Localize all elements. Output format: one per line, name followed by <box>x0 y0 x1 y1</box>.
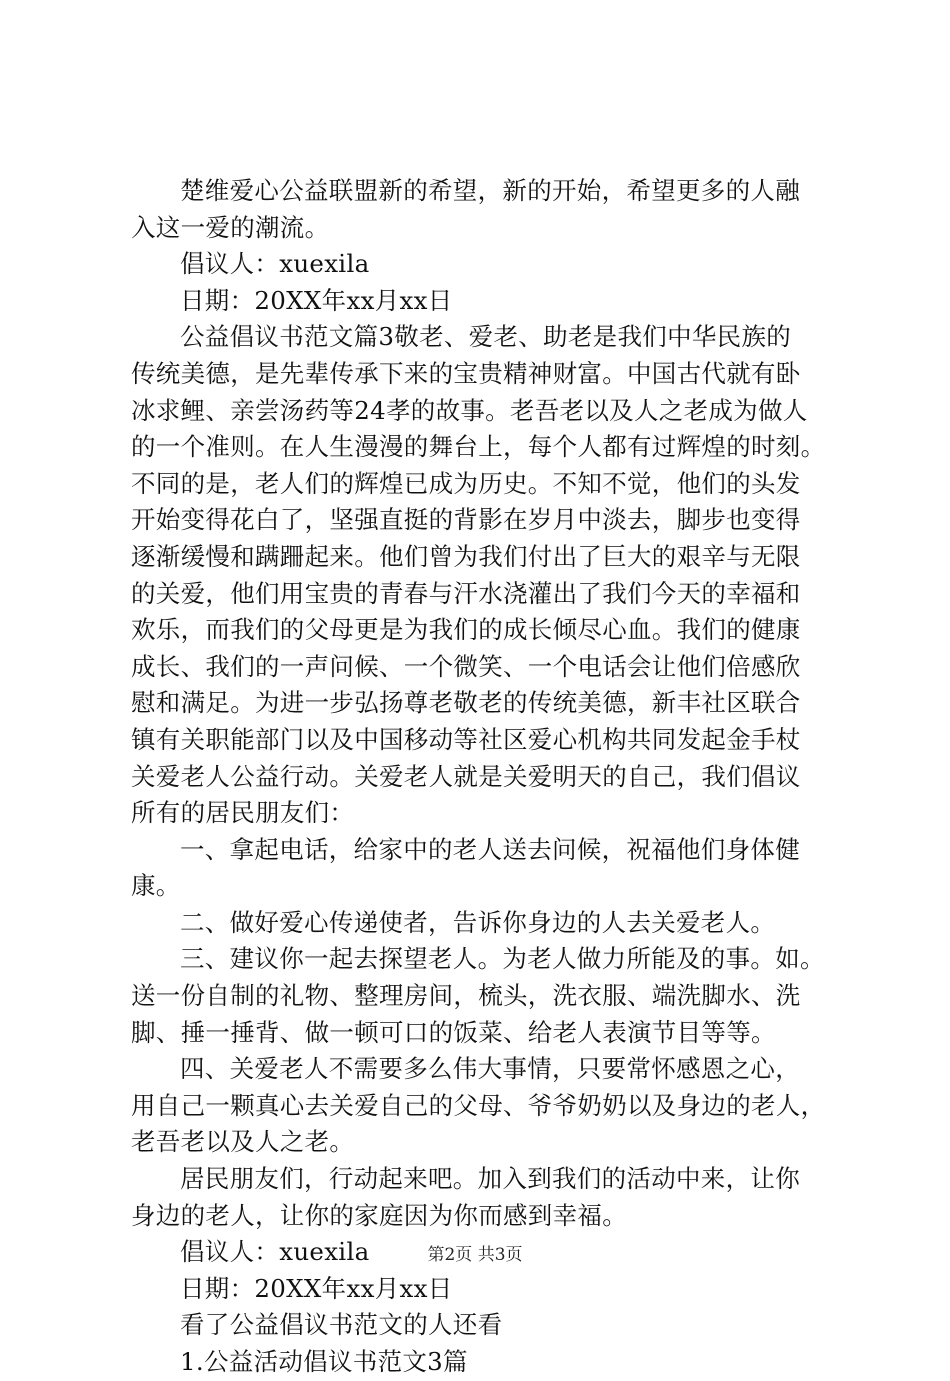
text-line: 倡议人：xuexila <box>180 1237 370 1267</box>
text-line: 关爱老人公益行动。关爱老人就是关爱明天的自己，我们倡议 <box>131 761 801 791</box>
page-footer: 第2页 共3页 <box>427 1245 523 1265</box>
text-line: 倡议人：xuexila <box>180 249 370 279</box>
document-body <box>131 173 835 1381</box>
text-line: 送一份自制的礼物、整理房间，梳头，洗衣服、端洗脚水、洗 <box>131 981 801 1011</box>
text-line: 传统美德，是先辈传承下来的宝贵精神财富。中国古代就有卧 <box>131 358 801 388</box>
text-line: 慰和满足。为进一步弘扬尊老敬老的传统美德，新丰社区联合 <box>131 688 801 718</box>
text-line: 不同的是，老人们的辉煌已成为历史。不知不觉，他们的头发 <box>131 468 801 498</box>
text-line: 1.公益活动倡议书范文3篇 <box>180 1347 468 1376</box>
text-line: 日期：20XX年xx月xx日 <box>180 1273 453 1303</box>
text-line: 身边的老人，让你的家庭因为你而感到幸福。 <box>131 1200 627 1230</box>
text-line: 一、拿起电话，给家中的老人送去问候，祝福他们身体健 <box>180 834 800 864</box>
text-line: 逐渐缓慢和蹒跚起来。他们曾为我们付出了巨大的艰辛与无限 <box>131 541 801 571</box>
text-line: 看了公益倡议书范文的人还看 <box>180 1310 503 1340</box>
text-line: 所有的居民朋友们： <box>131 798 355 828</box>
text-line: 二、做好爱心传递使者，告诉你身边的人去关爱老人。 <box>180 907 776 937</box>
text-line: 公益倡议书范文篇3敬老、爱老、助老是我们中华民族的 <box>180 322 792 352</box>
text-line: 欢乐，而我们的父母更是为我们的成长倾尽心血。我们的健康 <box>131 615 801 645</box>
text-line: 居民朋友们，行动起来吧。加入到我们的活动中来，让你 <box>180 1164 800 1194</box>
text-line: 老吾老以及人之老。 <box>131 1127 355 1157</box>
text-line: 的一个准则。在人生漫漫的舞台上，每个人都有过辉煌的时刻。 <box>131 432 826 462</box>
text-line: 康。 <box>131 871 181 901</box>
text-line: 开始变得花白了，坚强直挺的背影在岁月中淡去，脚步也变得 <box>131 505 801 535</box>
text-line: 四、关爱老人不需要多么伟大事情，只要常怀感恩之心， <box>180 1054 800 1084</box>
text-line: 日期：20XX年xx月xx日 <box>180 285 453 315</box>
text-line: 三、建议你一起去探望老人。为老人做力所能及的事。如。 <box>180 944 825 974</box>
text-line: 冰求鲤、亲尝汤药等24孝的故事。老吾老以及人之老成为做人 <box>131 395 808 425</box>
text-line: 成长、我们的一声问候、一个微笑、一个电话会让他们倍感欣 <box>131 651 801 681</box>
text-line: 用自己一颗真心去关爱自己的父母、爷爷奶奶以及身边的老人， <box>131 1090 826 1120</box>
text-line: 脚、捶一捶背、做一顿可口的饭菜、给老人表演节目等等。 <box>131 1017 776 1047</box>
text-line: 楚维爱心公益联盟新的希望，新的开始，希望更多的人融 <box>180 176 800 205</box>
text-line: 的关爱，他们用宝贵的青春与汗水浇灌出了我们今天的幸福和 <box>131 578 801 608</box>
text-line: 入这一爱的潮流。 <box>131 212 330 242</box>
text-line: 镇有关职能部门以及中国移动等社区爱心机构共同发起金手杖 <box>131 724 801 754</box>
